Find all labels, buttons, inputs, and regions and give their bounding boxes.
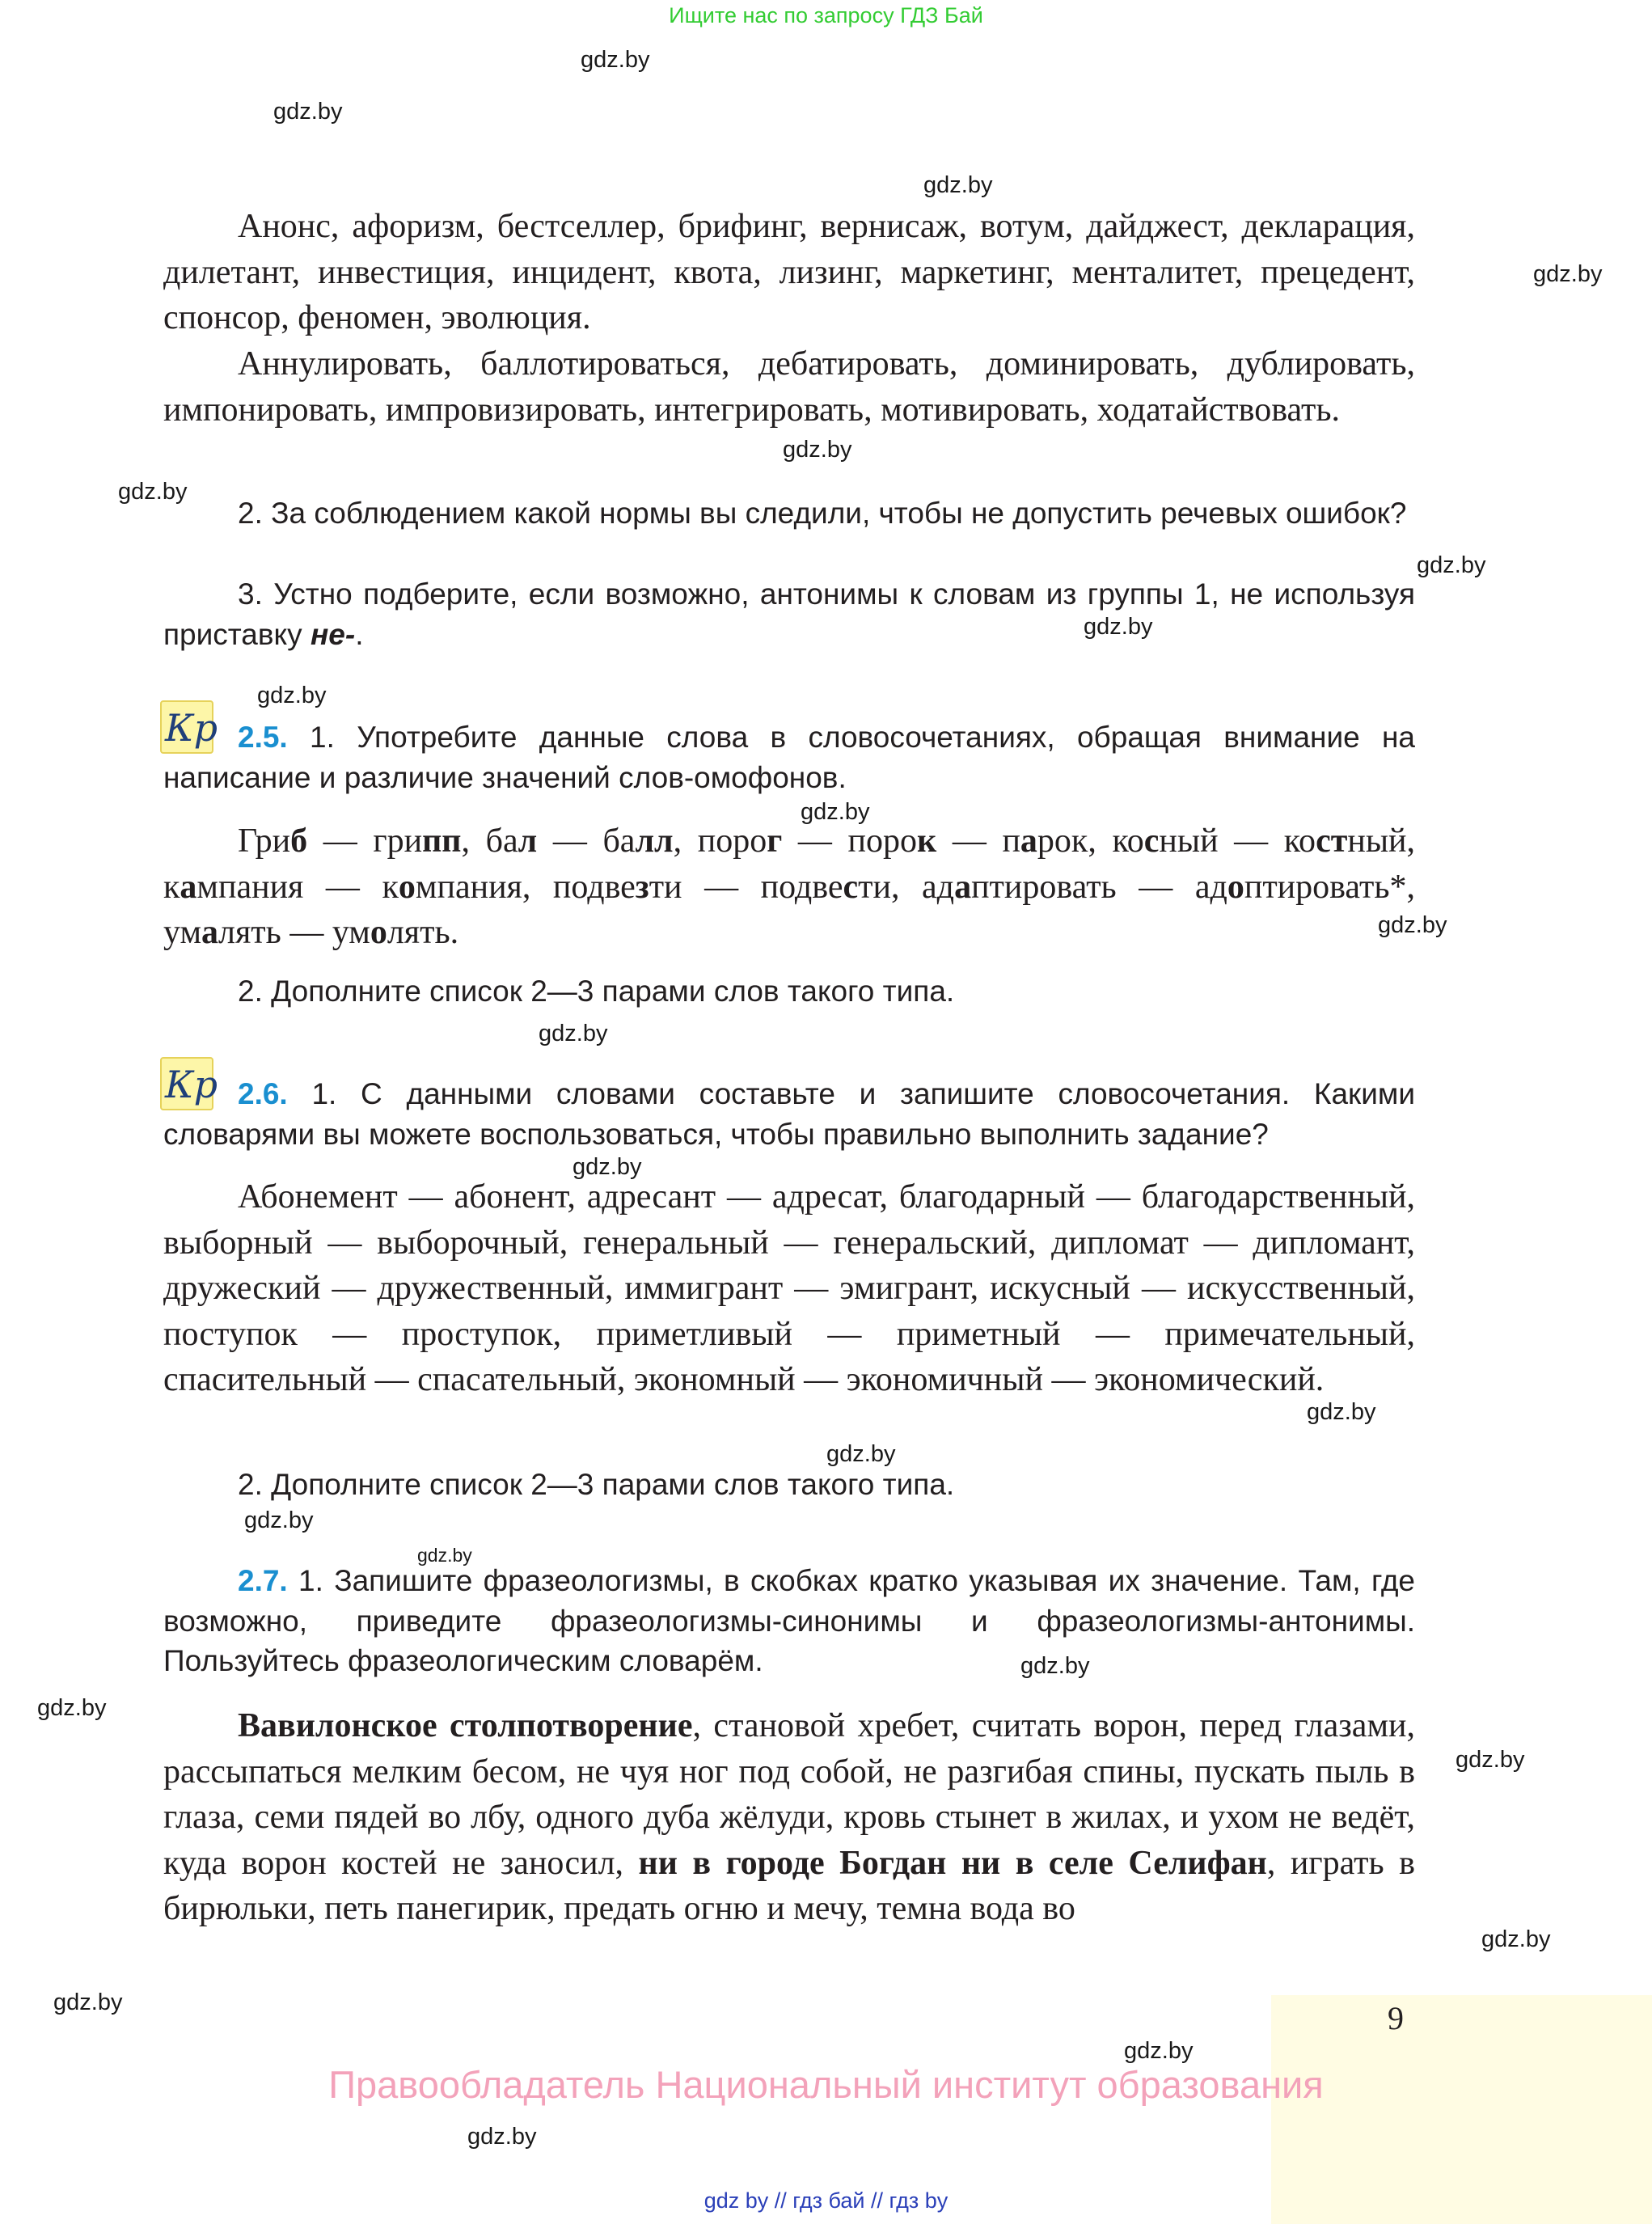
highlighted-letters: лл — [635, 822, 674, 860]
exercise-2-7-task — [163, 1561, 1415, 1681]
kr-badge-label: Кр — [165, 1063, 218, 1106]
exercise-number: 2.5. — [238, 721, 288, 754]
highlighted-letters: а — [201, 914, 219, 951]
watermark: gdz.by — [118, 479, 188, 505]
highlighted-letters: а — [1020, 822, 1037, 860]
loanword-nouns: Анонс, афоризм, бестселлер, брифинг, вернисаж, вотум, дайджест, декларация, дилетант, инвестиция, инцидент, квота, лизинг, маркетинг, менталитет, прецедент, спонсор, феномен, эволюция. — [163, 208, 1415, 336]
watermark: gdz.by — [1378, 912, 1447, 938]
watermark: gdz.by — [923, 172, 993, 198]
watermark: gdz.by — [1417, 552, 1486, 578]
watermark: gdz.by — [1084, 614, 1153, 640]
word-segment: лять — ум — [218, 914, 370, 951]
prefix-ne: не- — [310, 617, 356, 651]
word-segment: рок, ко — [1037, 822, 1144, 860]
word-segment: птировать — ад — [971, 868, 1227, 906]
watermark: gdz.by — [53, 1989, 123, 2015]
highlighted-letters: л — [518, 822, 538, 860]
word-segment: ти, ад — [858, 868, 955, 906]
watermark: gdz.by — [1456, 1747, 1525, 1773]
question-2: 2. За соблюдением какой нормы вы следили, чтобы не допустить речевых ошибок? — [238, 497, 1407, 530]
highlighted-letters: а — [954, 868, 972, 906]
word-segment: Гри — [238, 822, 291, 860]
watermark: gdz.by — [539, 1021, 608, 1046]
search-banner: Ищите нас по запросу ГДЗ Бай — [669, 3, 983, 27]
watermark: gdz.by — [1307, 1399, 1376, 1425]
highlighted-letters: о — [370, 914, 387, 951]
word-segment: лять. — [387, 914, 459, 951]
idiom-bold-2: ни в городе Богдан ни в селе Селифан — [638, 1844, 1267, 1882]
word-segment: мпания, подве — [415, 868, 636, 906]
task-text: 1. С данными словами составьте и запишите словосочетания. Какими словарями вы можете воспользоваться, чтобы правильно выполнить задание? — [163, 1077, 1415, 1151]
footer-links[interactable]: gdz by // гдз бай // гдз by — [703, 2188, 949, 2213]
word-segment: мпания — к — [196, 868, 399, 906]
question-3-end: . — [355, 617, 364, 651]
highlighted-letters: з — [635, 868, 649, 906]
word-segment: — поро — [782, 822, 917, 860]
question-3-text: 3. Устно подберите, если возможно, антонимы к словам из группы 1, не используя приставку — [163, 577, 1415, 651]
exercise-2-6-task — [163, 1074, 1415, 1154]
exercise-number: 2.6. — [238, 1077, 288, 1110]
kr-badge-label: Кр — [165, 706, 218, 750]
copyright-notice: Правообладатель Национальный институт образования — [328, 2063, 1324, 2106]
word-segment: — гри — [307, 822, 423, 860]
watermark: gdz.by — [273, 99, 343, 125]
word-segment: — п — [936, 822, 1020, 860]
word-segment: ный — ко — [1159, 822, 1316, 860]
watermark: gdz.by — [1481, 1926, 1551, 1952]
watermark: gdz.by — [1533, 261, 1603, 287]
exercise-2-6-task-2: 2. Дополните список 2—3 парами слов такого типа. — [238, 1468, 955, 1501]
highlighted-letters: пп — [422, 822, 462, 860]
highlighted-letters: к — [917, 822, 937, 860]
highlighted-letters: о — [398, 868, 416, 906]
word-segment: , поро — [673, 822, 767, 860]
watermark: gdz.by — [1020, 1653, 1090, 1679]
homophone-words — [163, 818, 1415, 956]
exercise-2-5-task — [163, 717, 1415, 797]
watermark: gdz.by — [257, 683, 327, 708]
paronym-words: Абонемент — абонент, адресант — адресат, благодарный — благодарственный, выборный — выборочный, генеральный — генеральский, дипломат — дипломант, дружеский — дружественный, иммигрант — эмигрант, искусный — искусственный, поступок — проступок, приметливый — приметный — примечательный, спасительный — спасательный, экономный — экономичный — экономический. — [163, 1178, 1415, 1398]
watermark: gdz.by — [37, 1695, 107, 1721]
highlighted-letters: с — [843, 868, 859, 906]
highlighted-letters: б — [290, 822, 308, 860]
watermark: gdz.by — [572, 1154, 642, 1180]
loanword-verbs: Аннулировать, баллотироваться, дебатировать, доминировать, дублировать, импонировать, импровизировать, интегрировать, мотивировать, ходатайствовать. — [163, 345, 1415, 429]
idioms-text-2: , играть в бирюльки, петь панегирик, предать огню и мечу, темна вода во — [163, 1844, 1415, 1927]
task-text: 1. Употребите данные слова в словосочетаниях, обращая внимание на написание и различие значений слов-омофонов. — [163, 721, 1416, 794]
watermark: gdz.by — [244, 1507, 314, 1533]
watermark: gdz.by — [417, 1545, 472, 1566]
watermark: gdz.by — [467, 2124, 537, 2150]
watermark: gdz.by — [783, 437, 852, 463]
idioms-list — [163, 1703, 1415, 1978]
idioms-text-1: , становой хребет, считать ворон, перед глазами, рассыпаться мелким бесом, не чуя ног под собой, не разгибая спины, пускать пыль в глаза, семи пядей во лбу, одного дуба жёлуди, кровь стынет в жилах, и ухом не ведёт, куда ворон костей не заносил, — [163, 1707, 1415, 1882]
question-3 — [163, 574, 1415, 654]
page-number: 9 — [1388, 2000, 1404, 2036]
task-text: 1. Запишите фразеологизмы, в скобках кратко указывая их значение. Там, где возможно, приведите фразеологизмы-синонимы и фразеологизмы-антонимы. Пользуйтесь фразеологическим словарём. — [163, 1564, 1415, 1677]
idiom-bold-1: Вавилонское столпотворение — [238, 1707, 693, 1744]
exercise-number: 2.7. — [238, 1564, 288, 1597]
word-segment: птировать*, ум — [163, 868, 1415, 951]
highlighted-letters: г — [767, 822, 783, 860]
word-segment: ный, к — [163, 822, 1416, 906]
highlighted-letters: ст — [1316, 822, 1348, 860]
word-segment: , ба — [461, 822, 518, 860]
highlighted-letters: о — [1227, 868, 1244, 906]
watermark: gdz.by — [1124, 2038, 1194, 2064]
word-segment: ти — подве — [649, 868, 843, 906]
word-segment: — ба — [537, 822, 636, 860]
exercise-2-5-task-2: 2. Дополните список 2—3 парами слов такого типа. — [238, 975, 955, 1008]
watermark: gdz.by — [581, 47, 650, 73]
watermark: gdz.by — [826, 1441, 896, 1467]
watermark: gdz.by — [801, 799, 870, 825]
highlighted-letters: с — [1143, 822, 1160, 860]
highlighted-letters: а — [180, 868, 197, 906]
